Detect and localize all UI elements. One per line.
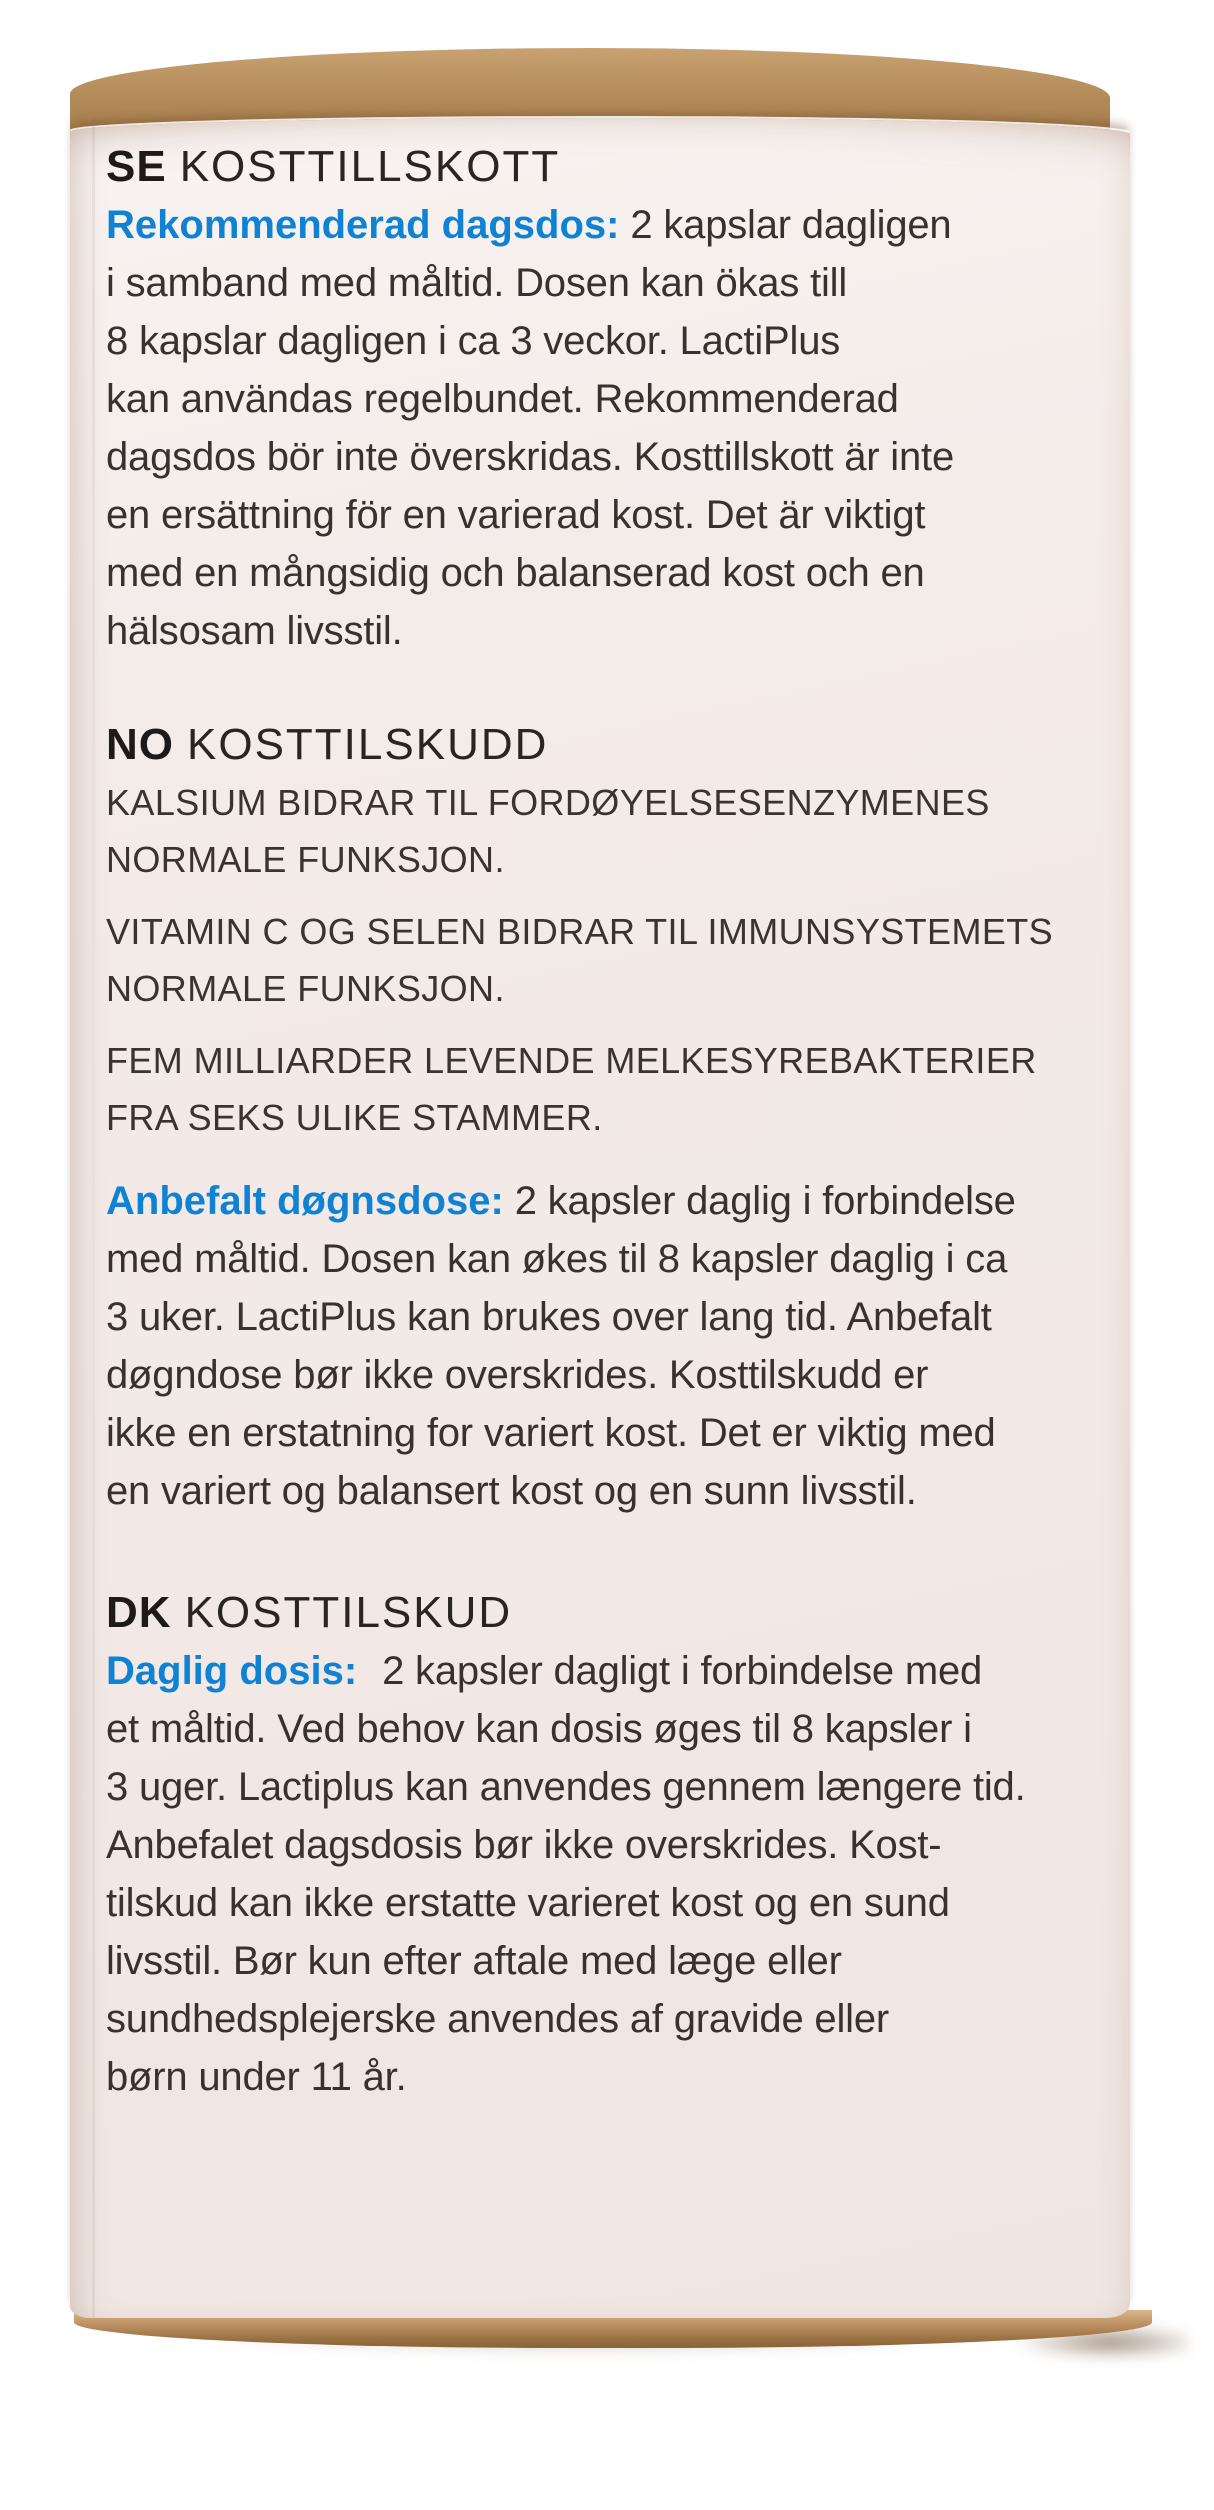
se-dose-paragraph — [106, 196, 1108, 660]
language-code-dk: DK — [106, 1588, 172, 1637]
section-header-dk — [106, 1584, 1108, 1642]
dk-dose-paragraph — [106, 1642, 1108, 2106]
no-claim-bacteria: FEM MILLIARDER LEVENDE MELKESYREBAKTERIER FRA SEKS ULIKE STAMMER. — [106, 1040, 1037, 1138]
no-claim-vitamin-c-selenium: VITAMIN C OG SELEN BIDRAR TIL IMMUNSYSTEMETS NORMALE FUNKSJON. — [106, 911, 1054, 1009]
no-dose-paragraph — [106, 1172, 1108, 1520]
no-dose-text: 2 kapsler daglig i forbindelse med måltid. Dosen kan økes til 8 kapsler daglig i ca 3 uker. LactiPlus kan brukes over lang tid. Anbefalt døgndose bør ikke overskrides. Kosttilskudd er ikke en erstatning for variert kost. Det er viktig med en variert og balansert kost og en sunn livsstil. — [106, 1179, 1016, 1513]
se-dose-text: 2 kapslar dagligen i samband med måltid. Dosen kan ökas till 8 kapslar dagligen i ca 3 veckor. LactiPlus kan användas regelbundet. Rekommenderad dagsdos bör inte överskridas. Kosttillskott är inte en ersättning för en varierad kost. Det är viktigt med en mångsidig och balanserad kost och en hälsosam livsstil. — [106, 203, 954, 653]
no-dose-label: Anbefalt døgnsdose: — [106, 1179, 504, 1223]
se-dose-label: Rekommenderad dagsdos: — [106, 203, 620, 247]
panel-text-content — [106, 138, 1108, 2106]
section-header-se — [106, 138, 1108, 196]
no-claim-calcium: KALSIUM BIDRAR TIL FORDØYELSESENZYMENES NORMALE FUNKSJON. — [106, 782, 990, 880]
language-code-se: SE — [106, 142, 167, 191]
section-header-no — [106, 716, 1108, 774]
dk-dose-text: 2 kapsler dagligt i forbindelse med et måltid. Ved behov kan dosis øges til 8 kapsler i 3 uger. Lactiplus kan anvendes gennem længere tid. Anbefalet dagsdosis bør ikke overskrides. Kost- tilskud kan ikke erstatte varieret kost og en sund livsstil. Bør kun efter aftale med læge eller sundhedsplejerske anvendes af gravide eller børn under 11 år. — [106, 1649, 1026, 2099]
language-code-no: NO — [106, 720, 174, 769]
section-title-dk: KOSTTILSKUD — [184, 1588, 513, 1637]
section-title-se: KOSTTILLSKOTT — [179, 142, 561, 191]
box-front-panel — [70, 118, 1130, 2318]
dk-dose-label: Daglig dosis: — [106, 1649, 358, 1693]
section-title-no: KOSTTILSKUDD — [187, 720, 549, 769]
